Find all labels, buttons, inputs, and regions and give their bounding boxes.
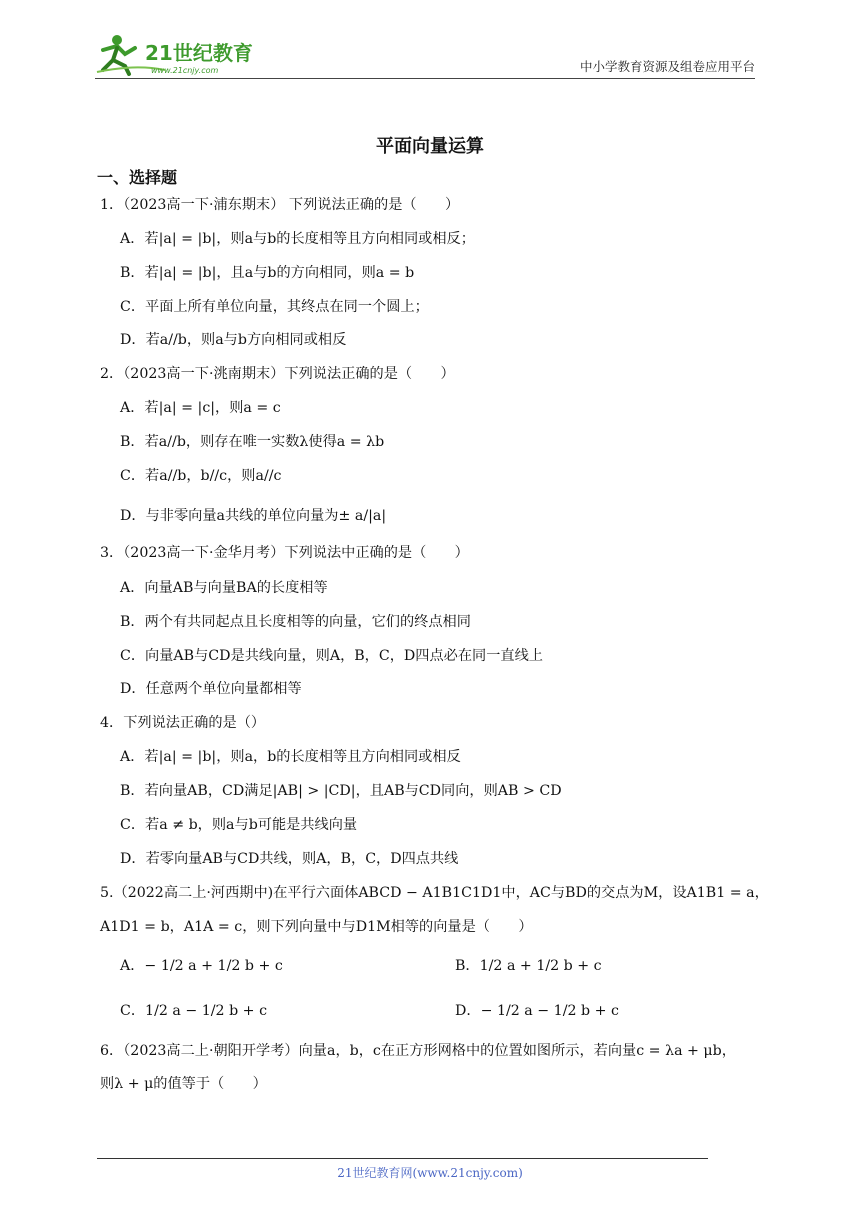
q3-option-d: D．任意两个单位向量都相等 xyxy=(120,681,302,697)
q3-option-b: B．两个有共同起点且长度相等的向量，它们的终点相同 xyxy=(120,614,471,630)
q4-option-a: A．若|a| = |b|，则a，b的长度相等且方向相同或相反 xyxy=(120,749,461,765)
q5-stem-line1: 5.（2022高二上·河西期中)在平行六面体ABCD − A1B1C1D1中，AC与BD的交点为M，设A1B1 = a， xyxy=(100,885,769,901)
q2-option-c: C．若a//b，b//c，则a//c xyxy=(120,468,282,484)
q5-option-b: B．1/2 a + 1/2 b + c xyxy=(455,958,602,974)
q2-option-d: D．与非零向量a共线的单位向量为± a/|a| xyxy=(120,508,387,524)
q2-option-b: B．若a//b，则存在唯一实数λ使得a = λb xyxy=(120,434,385,450)
footer-link[interactable]: 21世纪教育网(www.21cnjy.com) xyxy=(337,1166,523,1180)
q3-option-a: A．向量AB与向量BA的长度相等 xyxy=(120,580,328,596)
q5-option-c: C．1/2 a − 1/2 b + c xyxy=(120,1003,268,1019)
q1-option-c: C．平面上所有单位向量，其终点在同一个圆上； xyxy=(120,299,429,315)
q3-stem: 3．（2023高一下·金华月考）下列说法中正确的是（ ） xyxy=(100,545,469,561)
q6-stem-line2: 则λ + μ的值等于（ ） xyxy=(100,1076,267,1092)
q1-option-b: B．若|a| = |b|，且a与b的方向相同，则a = b xyxy=(120,265,415,281)
q1-stem: 1．（2023高一下·浦东期末） 下列说法正确的是（ ） xyxy=(100,197,460,213)
logo-text: 21世纪教育 xyxy=(145,41,253,65)
q2-stem: 2．（2023高一下·洮南期末）下列说法正确的是（ ） xyxy=(100,366,455,382)
q4-stem: 4．下列说法正确的是（） xyxy=(100,715,266,731)
q4-option-c: C．若a ≠ b，则a与b可能是共线向量 xyxy=(120,817,358,833)
logo-url: www.21cnjy.com xyxy=(151,66,219,75)
logo-icon xyxy=(95,30,260,76)
footer-divider xyxy=(97,1158,708,1159)
q5-stem-line2: A1D1 = b，A1A = c，则下列向量中与D1M相等的向量是（ ） xyxy=(100,919,533,935)
page-header xyxy=(95,30,755,79)
section-heading: 一、选择题 xyxy=(97,168,178,187)
q5-option-a: A．− 1/2 a + 1/2 b + c xyxy=(120,958,283,974)
q2-option-a: A．若|a| = |c|，则a = c xyxy=(120,400,281,416)
q3-option-c: C．向量AB与CD是共线向量，则A，B，C，D四点必在同一直线上 xyxy=(120,648,543,664)
platform-name: 中小学教育资源及组卷应用平台 xyxy=(579,59,755,74)
q4-option-d: D．若零向量AB与CD共线，则A，B，C，D四点共线 xyxy=(120,851,459,867)
q6-stem-line1: 6．（2023高二上·朝阳开学考）向量a，b，c在正方形网格中的位置如图所示，若向量c = λa + μb， xyxy=(100,1043,736,1059)
q1-option-d: D．若a//b，则a与b方向相同或相反 xyxy=(120,332,347,348)
q4-option-b: B．若向量AB，CD满足|AB| > |CD|，且AB与CD同向，则AB > CD xyxy=(120,783,562,799)
q5-option-d: D．− 1/2 a − 1/2 b + c xyxy=(455,1003,619,1019)
page-title: 平面向量运算 xyxy=(376,136,484,157)
q1-option-a: A．若|a| = |b|，则a与b的长度相等且方向相同或相反； xyxy=(120,231,475,247)
